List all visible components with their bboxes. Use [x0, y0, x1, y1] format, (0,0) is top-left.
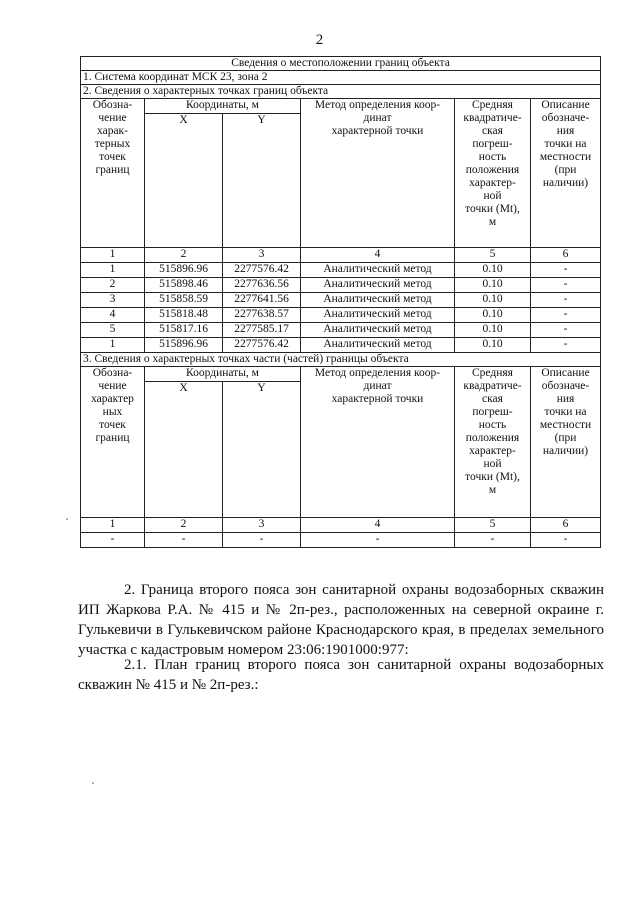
- header-designation: Обозна- чение харак- терных точек границ: [81, 99, 145, 248]
- header-mean-error: Средняя квадратиче- ская погреш- ность положения характер- ной точки (Mt), м: [455, 367, 531, 518]
- x-coordinate: 515817.16: [145, 323, 223, 338]
- table-row: [81, 278, 601, 293]
- column-number: 1: [81, 518, 145, 533]
- point-id: 1: [81, 263, 145, 278]
- description: -: [531, 278, 601, 293]
- point-id: 5: [81, 323, 145, 338]
- header-x: X: [145, 114, 223, 248]
- method: Аналитический метод: [301, 263, 455, 278]
- boundary-table: [80, 56, 601, 548]
- table-row: [81, 533, 601, 548]
- description: -: [531, 263, 601, 278]
- y-coordinate: 2277585.17: [223, 323, 301, 338]
- column-number: 6: [531, 518, 601, 533]
- mean-error: 0.10: [455, 293, 531, 308]
- description: -: [531, 293, 601, 308]
- header-y: Y: [223, 382, 301, 518]
- mean-error: 0.10: [455, 308, 531, 323]
- table-title: Сведения о местоположении границ объекта: [81, 57, 601, 71]
- table-row: [81, 308, 601, 323]
- method: Аналитический метод: [301, 308, 455, 323]
- empty-cell: -: [145, 533, 223, 548]
- scan-speck: [92, 782, 94, 784]
- y-coordinate: 2277636.56: [223, 278, 301, 293]
- column-number: 1: [81, 248, 145, 263]
- table-row: [81, 338, 601, 353]
- paragraph-plan-heading: 2.1. План границ второго пояса зон санитарной охраны водозаборных скважин № 415 и № 2п-рез.:: [78, 657, 604, 693]
- mean-error: 0.10: [455, 338, 531, 353]
- empty-cell: -: [81, 533, 145, 548]
- scan-speck: [66, 518, 68, 520]
- point-id: 4: [81, 308, 145, 323]
- header-description: Описание обозначе- ния точки на местности (при наличии): [531, 367, 601, 518]
- coordinate-system: 1. Система координат МСК 23, зона 2: [81, 71, 601, 85]
- column-number: 2: [145, 518, 223, 533]
- column-number: 4: [301, 518, 455, 533]
- header-designation: Обозна- чение характер ных точек границ: [81, 367, 145, 518]
- table-row: [81, 323, 601, 338]
- mean-error: 0.10: [455, 278, 531, 293]
- y-coordinate: 2277638.57: [223, 308, 301, 323]
- header-mean-error: Средняя квадратиче- ская погреш- ность положения характер- ной точки (Mt), м: [455, 99, 531, 248]
- paragraph-boundary-description: 2. Граница второго пояса зон санитарной охраны водозаборных скважин ИП Жаркова Р.А. № 415 и № 2п-рез., расположенных на северной окраине г. Гулькевичи в Гулькевичском районе Краснодарского края, в пределах земельного участка с кадастровым номером 23:06:1901000:977:: [78, 582, 604, 658]
- mean-error: 0.10: [455, 323, 531, 338]
- method: Аналитический метод: [301, 278, 455, 293]
- y-coordinate: 2277641.56: [223, 293, 301, 308]
- header-method: Метод определения коор- динат характерной точки: [301, 99, 455, 248]
- x-coordinate: 515858.59: [145, 293, 223, 308]
- header-x: X: [145, 382, 223, 518]
- point-id: 3: [81, 293, 145, 308]
- description: -: [531, 323, 601, 338]
- column-number: 4: [301, 248, 455, 263]
- x-coordinate: 515818.48: [145, 308, 223, 323]
- column-number: 5: [455, 248, 531, 263]
- table-row: [81, 263, 601, 278]
- section-part-boundary-points: 3. Сведения о характерных точках части (частей) границы объекта: [81, 353, 601, 367]
- column-number: 3: [223, 248, 301, 263]
- x-coordinate: 515898.46: [145, 278, 223, 293]
- column-number: 3: [223, 518, 301, 533]
- empty-cell: -: [301, 533, 455, 548]
- method: Аналитический метод: [301, 293, 455, 308]
- header-coordinates: Координаты, м: [145, 99, 301, 114]
- header-y: Y: [223, 114, 301, 248]
- table-row: [81, 293, 601, 308]
- column-number: 6: [531, 248, 601, 263]
- empty-cell: -: [455, 533, 531, 548]
- y-coordinate: 2277576.42: [223, 263, 301, 278]
- method: Аналитический метод: [301, 338, 455, 353]
- y-coordinate: 2277576.42: [223, 338, 301, 353]
- header-coordinates: Координаты, м: [145, 367, 301, 382]
- header-description: Описание обозначе- ния точки на местности (при наличии): [531, 99, 601, 248]
- x-coordinate: 515896.96: [145, 338, 223, 353]
- mean-error: 0.10: [455, 263, 531, 278]
- point-id: 2: [81, 278, 145, 293]
- empty-cell: -: [223, 533, 301, 548]
- page-number: 2: [315, 32, 324, 48]
- description: -: [531, 338, 601, 353]
- column-number: 2: [145, 248, 223, 263]
- point-id: 1: [81, 338, 145, 353]
- method: Аналитический метод: [301, 323, 455, 338]
- header-method: Метод определения коор- динат характерной точки: [301, 367, 455, 518]
- description: -: [531, 308, 601, 323]
- column-number: 5: [455, 518, 531, 533]
- x-coordinate: 515896.96: [145, 263, 223, 278]
- section-boundary-points: 2. Сведения о характерных точках границ объекта: [81, 85, 601, 99]
- empty-cell: -: [531, 533, 601, 548]
